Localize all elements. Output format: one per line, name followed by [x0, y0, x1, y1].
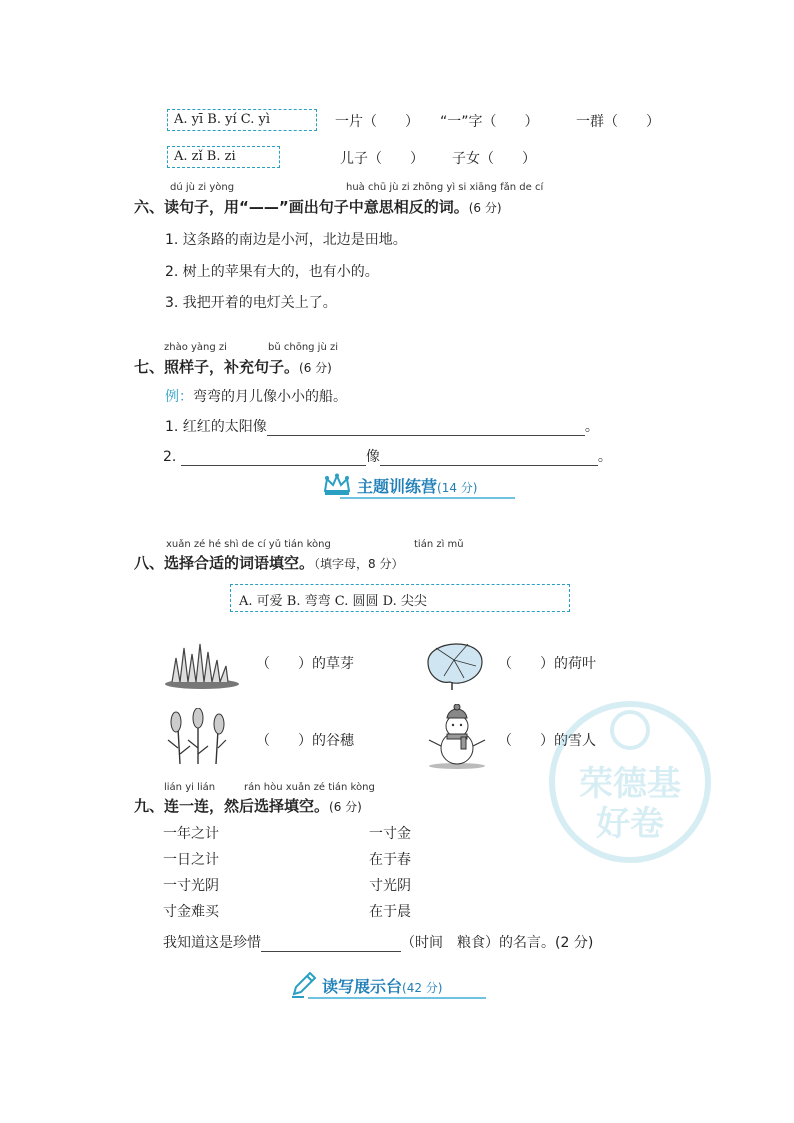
q7-item-1: 1. 红红的太阳像 。	[165, 419, 599, 435]
q8-pinyin-b: tián zì mǔ	[414, 539, 464, 550]
blank-yiqun: 一群（ ）	[576, 114, 660, 130]
q6-pinyin-a: dú jù zi yòng	[170, 182, 235, 193]
lotus-leaf-image	[424, 632, 486, 692]
svg-text:荣德基: 荣德基	[579, 764, 681, 804]
option-box-yi: A. yī B. yí C. yì	[167, 109, 317, 131]
q8-blank-grain: （ ）的谷穗	[256, 733, 354, 749]
banner-title-2: 读写展示台(42 分)	[322, 977, 443, 996]
banner-underline-1	[340, 497, 515, 499]
q8-pinyin-a: xuǎn zé hé shì de cí yǔ tián kòng	[166, 539, 331, 550]
q9-left-2: 一日之计	[163, 852, 219, 868]
blank-yizi: “一”字（ ）	[440, 114, 539, 130]
q8-blank-grass: （ ）的草芽	[256, 656, 354, 672]
q8-blank-lotus: （ ）的荷叶	[498, 656, 596, 672]
q7-heading: 七、照样子，补充句子。(6 分)	[134, 358, 332, 376]
q9-right-3: 寸光阴	[369, 878, 411, 894]
blank-yipian: 一片（ ）	[335, 114, 419, 130]
option-box-zi: A. zǐ B. zi	[167, 146, 280, 168]
q9-pinyin-b: rán hòu xuǎn zé tián kòng	[244, 782, 375, 793]
q9-left-1: 一年之计	[163, 826, 219, 842]
q7-example: 例：弯弯的月儿像小小的船。	[165, 389, 347, 405]
q8-blank-snowman: （ ）的雪人	[498, 733, 596, 749]
q6-pinyin-b: huà chū jù zi zhōng yì si xiāng fǎn de cí	[346, 182, 544, 193]
q6-heading: 六、读句子，用“——”画出句子中意思相反的词。(6 分)	[134, 198, 502, 216]
banner-underline-2	[308, 997, 486, 999]
q9-heading: 九、连一连，然后选择填空。(6 分)	[134, 797, 362, 815]
banner-title-1: 主题训练营(14 分)	[357, 477, 478, 496]
watermark-logo	[530, 690, 730, 870]
crown-icon	[322, 473, 352, 497]
q6-item-1: 1. 这条路的南边是小河，北边是田地。	[165, 232, 407, 248]
q9-left-4: 寸金难买	[163, 904, 219, 920]
blank-zinv: 子女（ ）	[452, 151, 536, 167]
svg-text:好卷: 好卷	[596, 804, 664, 844]
q9-right-4: 在于晨	[369, 904, 411, 920]
q8-heading: 八、选择合适的词语填空。（填字母，8 分）	[134, 554, 404, 572]
q9-sentence: 我知道这是珍惜 （时间 粮食）的名言。(2 分)	[163, 935, 594, 951]
q7-pinyin-b: bǔ chōng jù zi	[268, 342, 339, 353]
q7-item-2: 2. 像 。	[163, 449, 612, 465]
q7-pinyin-a: zhào yàng zi	[164, 342, 227, 353]
q9-pinyin-a: lián yi lián	[164, 782, 216, 793]
pencil-icon	[290, 970, 318, 998]
q6-item-3: 3. 我把开着的电灯关上了。	[165, 295, 337, 311]
q9-right-2: 在于春	[369, 852, 411, 868]
q8-options-box: A. 可爱 B. 弯弯 C. 圆圆 D. 尖尖	[230, 584, 570, 612]
snowman-image	[427, 704, 487, 770]
grass-sprout-image	[162, 638, 240, 690]
q6-item-2: 2. 树上的苹果有大的，也有小的。	[165, 264, 379, 280]
q9-right-1: 一寸金	[369, 826, 411, 842]
q9-left-3: 一寸光阴	[163, 878, 219, 894]
blank-erzi: 儿子（ ）	[340, 151, 424, 167]
grain-ears-image	[164, 708, 230, 766]
